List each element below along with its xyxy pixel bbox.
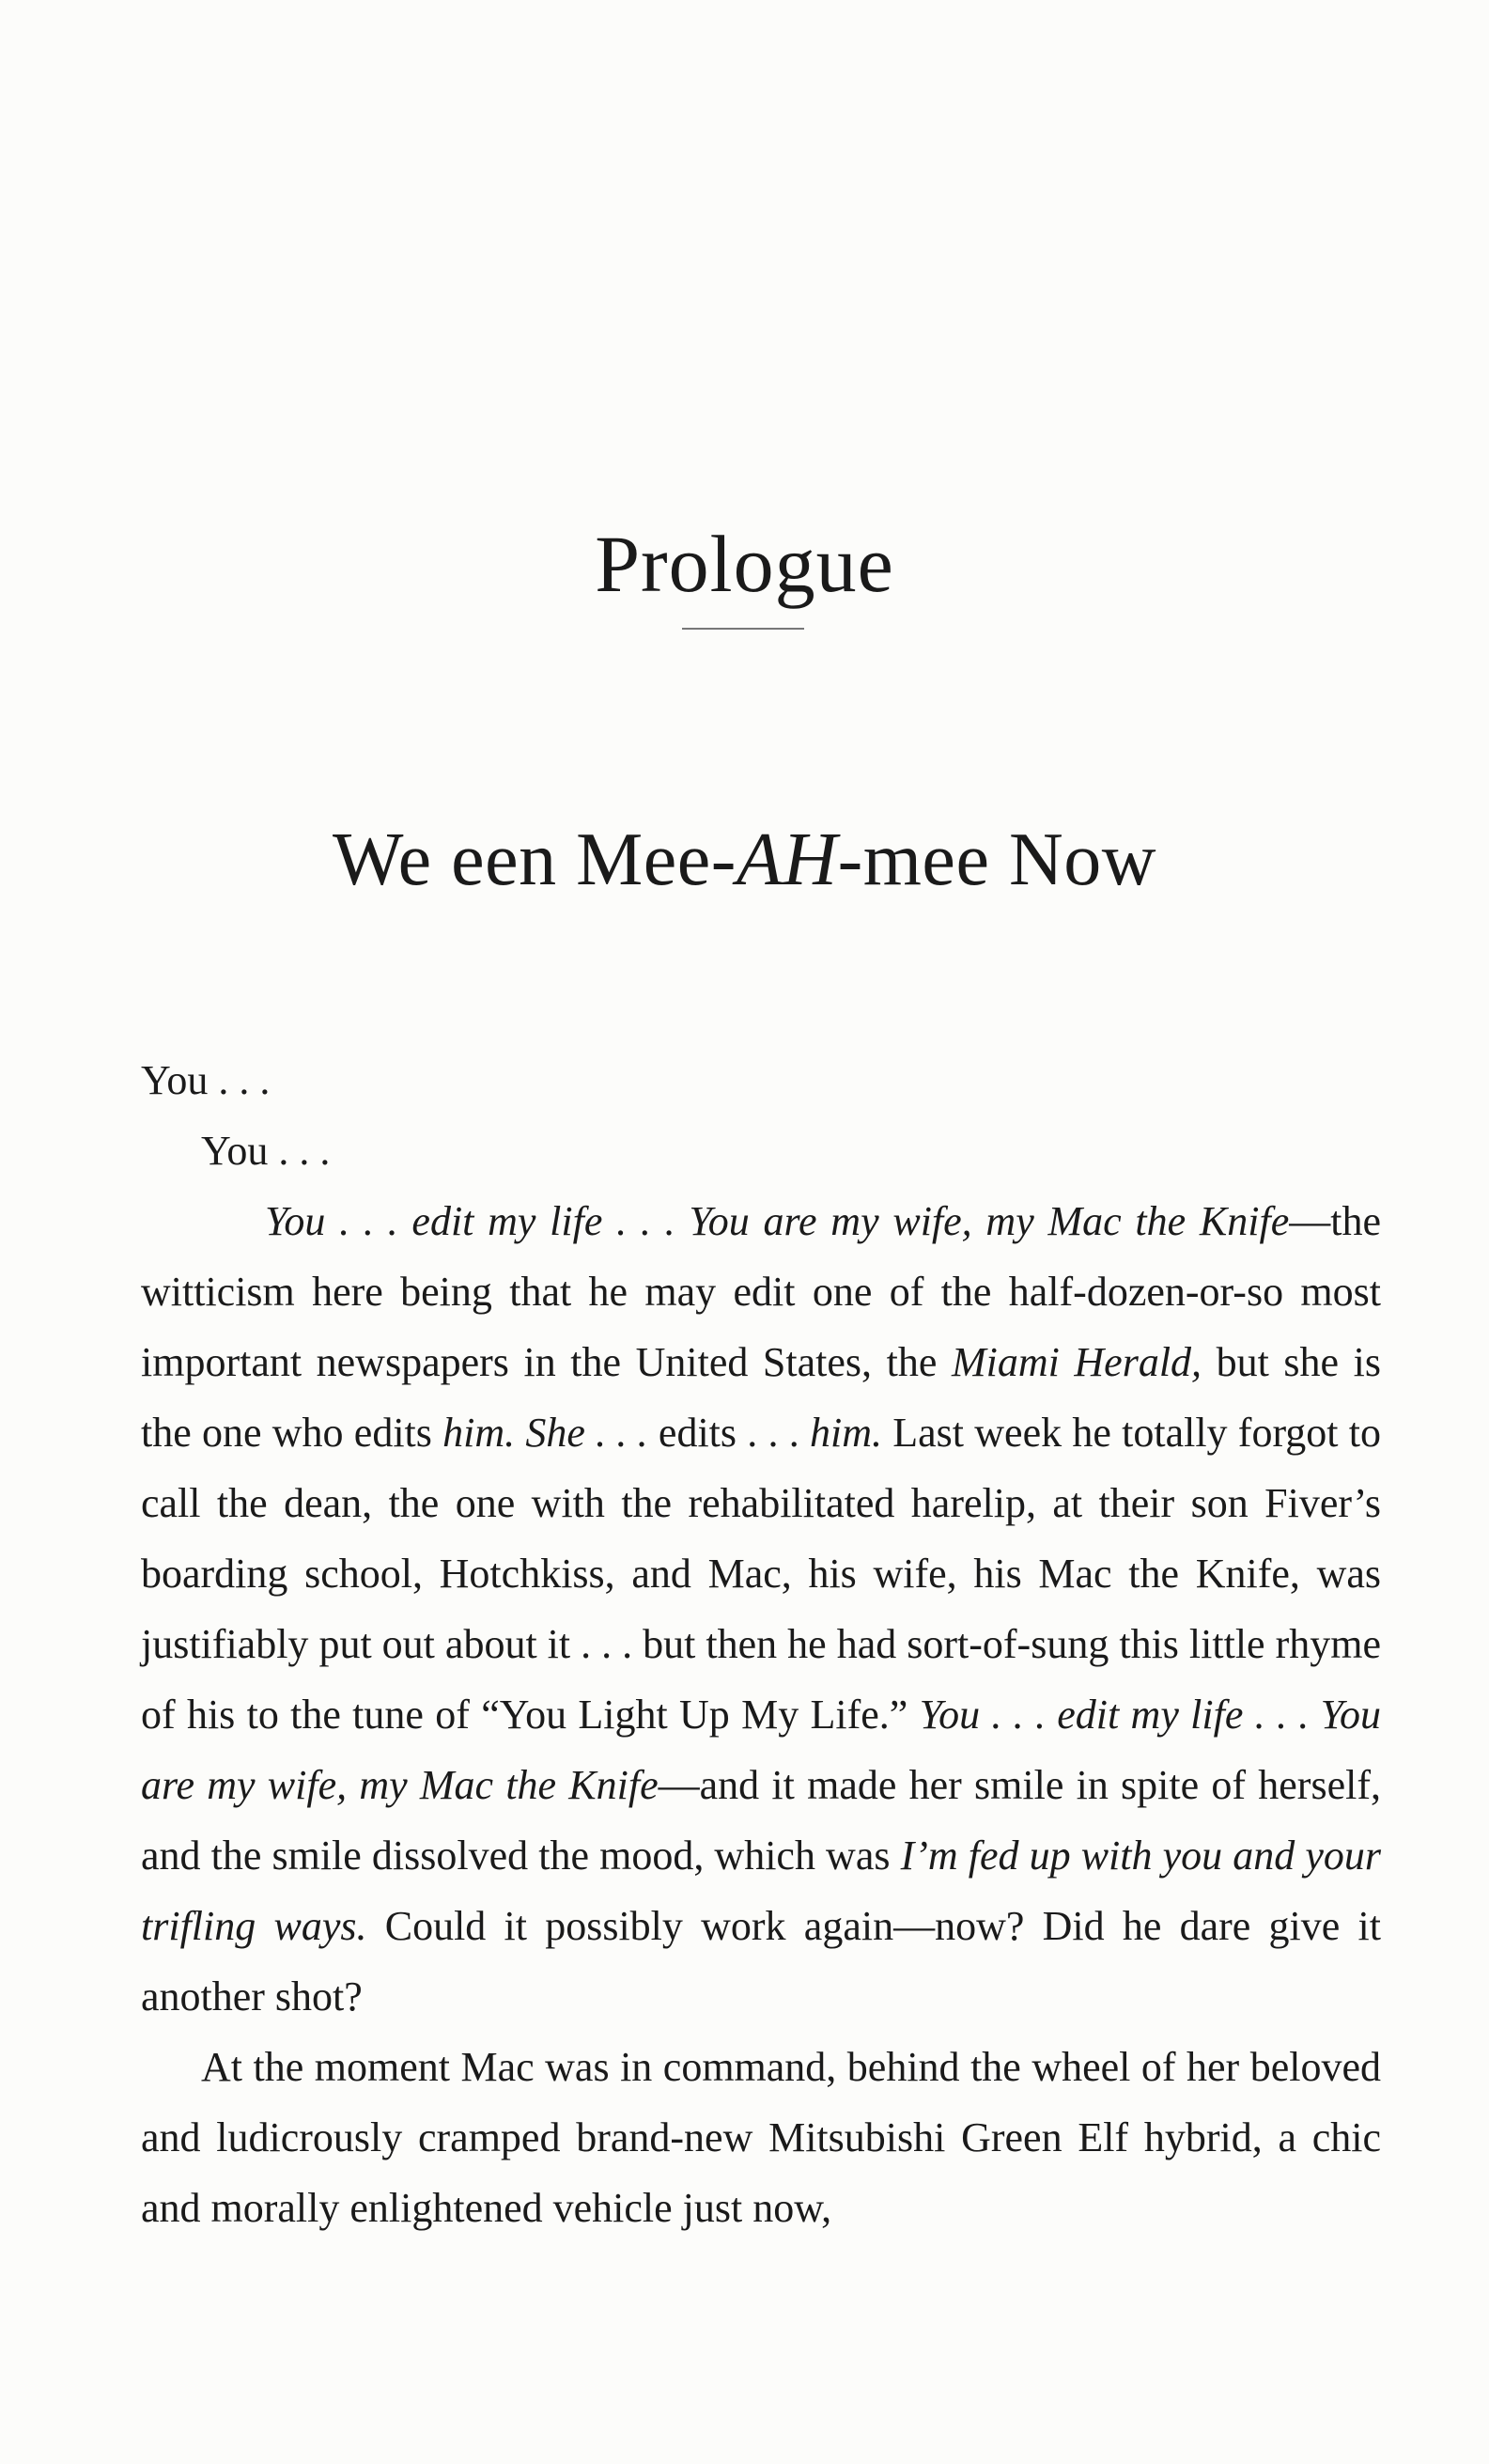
chapter-title (0, 818, 1489, 903)
italic-segment: You . . . edit my life . . . You are my wife, my Mac the Knife (265, 1198, 1290, 1244)
text-segment: —the witticism here being that he may edit one of the half-dozen-or-so most important newspapers in the United States, the (141, 1198, 1381, 1385)
text-segment: but she is the one who edits (141, 1339, 1381, 1456)
text-segment: Could it possibly work again—now? Did he dare give it another shot? (141, 1903, 1381, 2020)
chapter-title-part-1: We een Mee- (333, 819, 737, 901)
text-segment: edits . . . (647, 1410, 811, 1456)
italic-segment: him. She . . . (442, 1410, 648, 1456)
italic-segment: Miami Herald, (951, 1339, 1202, 1385)
chapter-title-emphasis: AH (736, 819, 838, 901)
paragraph-3 (141, 1186, 1381, 2032)
paragraph-4: At the moment Mac was in command, behind the wheel of her beloved and ludicrously cramped brand-new Mitsubishi Green Elf hybrid, a chic and morally enlightened vehicle just now, (141, 2044, 1381, 2231)
chapter-label: Prologue (595, 519, 894, 609)
italic-segment: You . . . edit my life . . . You are my wife, my Mac the Knife (141, 1692, 1381, 1808)
text-segment: —and it made her smile in spite of herself, and the smile dissolved the mood, which was (141, 1762, 1381, 1879)
paragraph-2: You . . . (201, 1128, 331, 1174)
chapter-title-part-2: -mee Now (837, 819, 1156, 901)
title-rule (682, 628, 804, 630)
body-text (141, 1045, 1381, 2243)
text-segment: Last week he totally forgot to call the dean, the one with the rehabilitated harelip, at their son Fiver’s boarding school, Hotchkiss, and Mac, his wife, his Mac the Knife, was justifiably put out about it . . . but then he had sort-of-sung this little rhyme of his to the tune of “You Light Up My Life.” (141, 1410, 1381, 1738)
paragraph-1: You . . . (141, 1057, 271, 1103)
italic-segment: I’m fed up with you and your trifling ways. (141, 1832, 1381, 1949)
italic-segment: him. (810, 1410, 883, 1456)
